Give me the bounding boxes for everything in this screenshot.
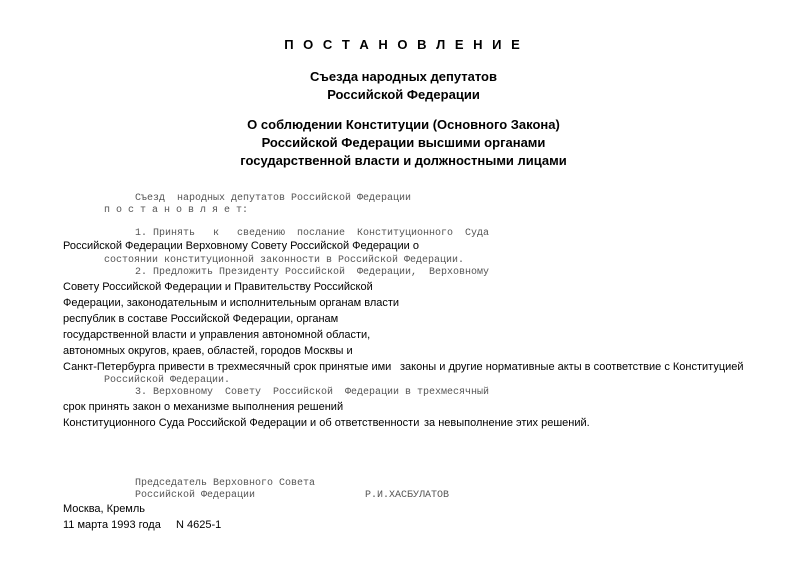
item2-line: Совету Российской Федерации и Правительству Российской (63, 281, 373, 293)
heading-line: Российской Федерации высшими органами (261, 135, 546, 150)
item1-line: Российской Федерации Верховному Совету Российской Федерации о (63, 240, 419, 252)
item2-line: 2. Предложить Президенту Российской Федерации, Верховному (135, 267, 490, 278)
place-of-signing: Москва, Кремль (63, 503, 146, 515)
item2-line: республик в составе Российской Федерации, органам (63, 313, 339, 325)
item2-line: государственной власти и управления автономной области, (63, 329, 371, 341)
item1-line: состоянии конституционной законности в Российской Федерации. (104, 255, 465, 266)
item2-line: законы и другие нормативные акты в соответствие с Конституцией (400, 361, 744, 373)
signatory-position: Председатель Верховного Совета (135, 478, 316, 489)
signatory-name: Р.И.ХАСБУЛАТОВ (365, 490, 450, 501)
item3-line: за невыполнение этих решений. (424, 417, 590, 429)
document-date: 11 марта 1993 года (63, 519, 161, 531)
item2-line: Федерации, законодательным и исполнительным органам власти (63, 297, 400, 309)
issuing-body-line: Съезда народных депутатов (310, 69, 497, 84)
document-type-title: П О С Т А Н О В Л Е Н И Е (284, 37, 523, 52)
document-heading (0, 116, 807, 170)
document-number: N 4625-1 (176, 519, 222, 531)
item3-line: 3. Верховному Совету Российской Федерации в трехмесячный (135, 387, 490, 398)
item2-line: Санкт-Петербурга привести в трехмесячный срок принятые ими (63, 361, 392, 373)
item3-line: срок принять закон о механизме выполнения решений (63, 401, 344, 413)
signatory-position: Российской Федерации (135, 490, 256, 501)
item2-line: Российской Федерации. (104, 375, 231, 386)
preamble-line: Съезд народных депутатов Российской Федерации (135, 193, 412, 204)
issuing-body-line: Российской Федерации (327, 87, 480, 102)
issuing-body (0, 68, 807, 104)
item1-line: 1. Принять к сведению послание Конституционного Суда (135, 228, 490, 239)
heading-line: О соблюдении Конституции (Основного Закона) (247, 117, 560, 132)
item2-line: автономных округов, краев, областей, городов Москвы и (63, 345, 353, 357)
item3-line: Конституционного Суда Российской Федерации и об ответственности (63, 417, 420, 429)
heading-line: государственной власти и должностными лицами (240, 153, 567, 168)
preamble-resolves: п о с т а н о в л я е т: (104, 205, 249, 216)
